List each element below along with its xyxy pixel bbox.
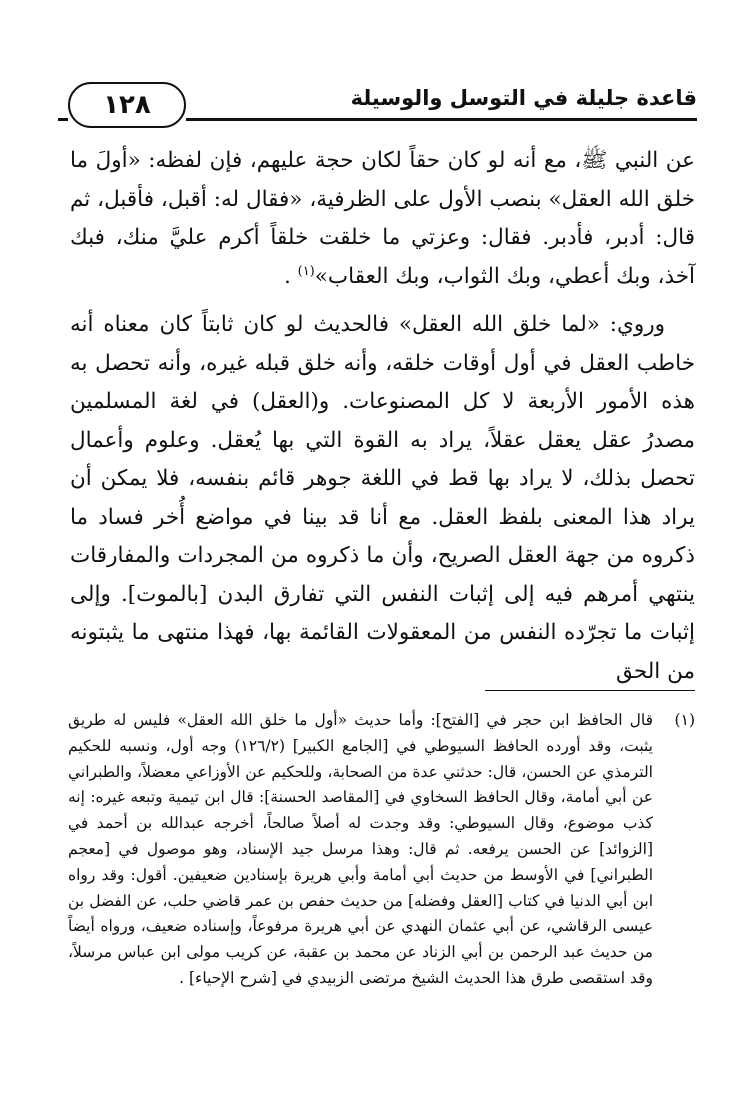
header-rule: [186, 118, 697, 121]
page-number: ١٢٨: [68, 82, 186, 128]
page-header: [58, 78, 697, 138]
paragraph-2: وروي: «لما خلق الله العقل» فالحديث لو كان ثابتاً كان معناه أنه خاطب العقل في أول أوقات خلقه، وأنه خلق قبله غيره، وأنه تحصل به هذه الأمور الأربعة لا كل المصنوعات. و(العقل) في لغة المسلمين مصدرُ عقل يعقل عقلاً، يراد به القوة التي بها يُعقل. وعلوم وأعمال تحصل بذلك، لا يراد بها قط في اللغة جوهر قائم بنفسه، فلا يمكن أن يراد هذا المعنى بلفظ العقل. مع أنا قد بينا في مواضع أُخر فساد ما ذكروه من جهة العقل الصريح، وأن ما ذكروه من المجردات والمفارقات ينتهي أمرهم فيه إلى إثبات النفس التي تفارق البدن [بالموت]. وإلى إثبات ما تجرّده النفس من المعقولات القائمة بها، فهذا منتهى ما يثبتونه من الحق: [70, 312, 695, 684]
footnote-reference: (١): [297, 263, 315, 279]
footnote-number: (١): [674, 711, 695, 729]
header-rule-left: [58, 118, 68, 121]
footnotes: [68, 708, 695, 992]
footnote-text: قال الحافظ ابن حجر في [الفتح]: وأما حديث «أول ما خلق الله العقل» فليس له طريق يثبت، وقد أورده الحافظ السيوطي في [الجامع الكبير] (١٢٦/٢) وجه أول، ونسبه للحكيم الترمذي عن الحسن، قال: حدثني عدة من الصحابة، وللحكيم عن الأوزاعي معضلاً، والطبراني عن أبي أمامة، وقال الحافظ السخاوي في [المقاصد الحسنة]: قال ابن تيمية وتبعه غيره: إنه كذب موضوع، وقال السيوطي: وقد وجدت له أصلاً صالحاً، أخرجه عبدالله بن أحمد في [الزوائد] عن الحسن يرفعه. ثم قال: وهذا مرسل جيد الإسناد، وهو موصول في [معجم الطبراني] في الأوسط من حديث أبي أمامة وأبي هريرة بإسنادين ضعيفين. أقول: وقد رواه ابن أبي الدنيا في كتاب [العقل وفضله] من حديث حفص بن عمر قاضي حلب، عن الفضل بن عيسى الرقاشي، عن أبي عثمان النهدي عن أبي هريرة مرفوعاً، وإسناده ضعيف، ورواه أيضاً من حديث عبد الرحمن بن أبي الزناد عن محمد بن عقبة، عن كريب مولى ابن عباس مرسلاً، وقد استقصى طرق هذا الحديث الشيخ مرتضى الزبيدي في [شرح الإحياء] .: [68, 711, 653, 987]
paragraph-1-text: عن النبي ﷺ، مع أنه لو كان حقاً لكان حجة عليهم، فإن لفظه: «أولَ ما خلق الله العقل» بنصب الأول على الظرفية، «فقال له: أقبل، فأقبل، ثم قال: أدبر، فأدبر. فقال: وعزتي ما خلقت خلقاً أكرم عليَّ منك، فبك آخذ، وبك أعطي، وبك الثواب، وبك العقاب»: [70, 148, 695, 289]
footnote-item: [68, 708, 695, 992]
paragraph-1: [70, 142, 695, 296]
main-text: [70, 142, 695, 691]
paragraph-1-end: .: [283, 263, 298, 289]
running-title: قاعدة جليلة في التوسل والوسيلة: [350, 86, 697, 110]
footnote-divider: [485, 690, 695, 691]
